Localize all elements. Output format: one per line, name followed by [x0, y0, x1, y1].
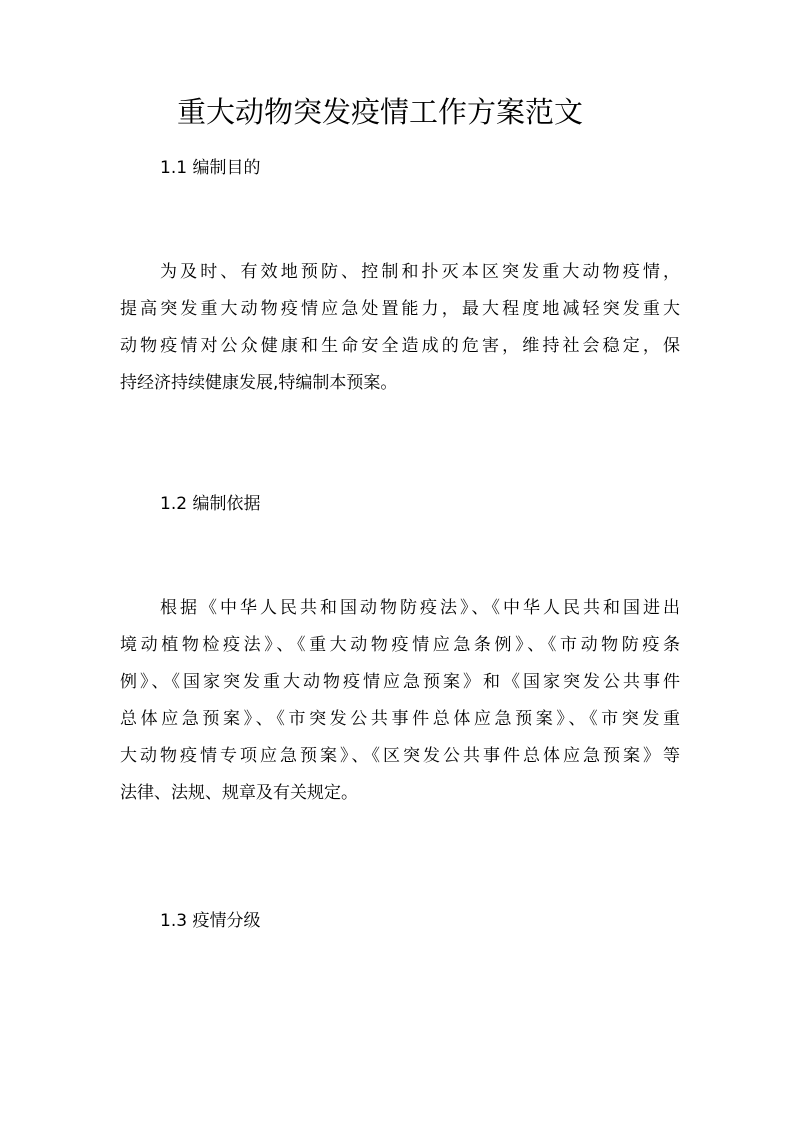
paragraph-line: 例》、《国家突发重大动物疫情应急预案》和《国家突发公共事件: [120, 672, 680, 692]
paragraph-line: 总体应急预案》、《市突发公共事件总体应急预案》、《市突发重: [120, 709, 680, 729]
paragraph-basis: [120, 590, 680, 812]
paragraph-line: 境动植物检疫法》、《重大动物疫情应急条例》、《市动物防疫条: [120, 635, 680, 655]
section-heading-grading: 1.3 疫情分级: [160, 911, 261, 931]
paragraph-line: 根据《中华人民共和国动物防疫法》、《中华人民共和国进出: [160, 598, 680, 618]
paragraph-line: 法律、法规、规章及有关规定。: [120, 783, 358, 803]
paragraph-line: 提高突发重大动物疫情应急处置能力，最大程度地减轻突发重大: [120, 299, 680, 319]
section-heading-purpose: 1.1 编制目的: [160, 158, 261, 178]
section-heading-basis: 1.2 编制依据: [160, 494, 261, 514]
paragraph-purpose: [120, 254, 680, 402]
paragraph-line: 大动物疫情专项应急预案》、《区突发公共事件总体应急预案》等: [120, 746, 680, 766]
paragraph-line: 动物疫情对公众健康和生命安全造成的危害，维持社会稳定，保: [120, 336, 680, 356]
paragraph-line: 持经济持续健康发展,特编制本预案。: [120, 373, 398, 393]
document-title: 重大动物突发疫情工作方案范文: [176, 95, 583, 129]
paragraph-line: 为及时、有效地预防、控制和扑灭本区突发重大动物疫情，: [160, 262, 680, 282]
